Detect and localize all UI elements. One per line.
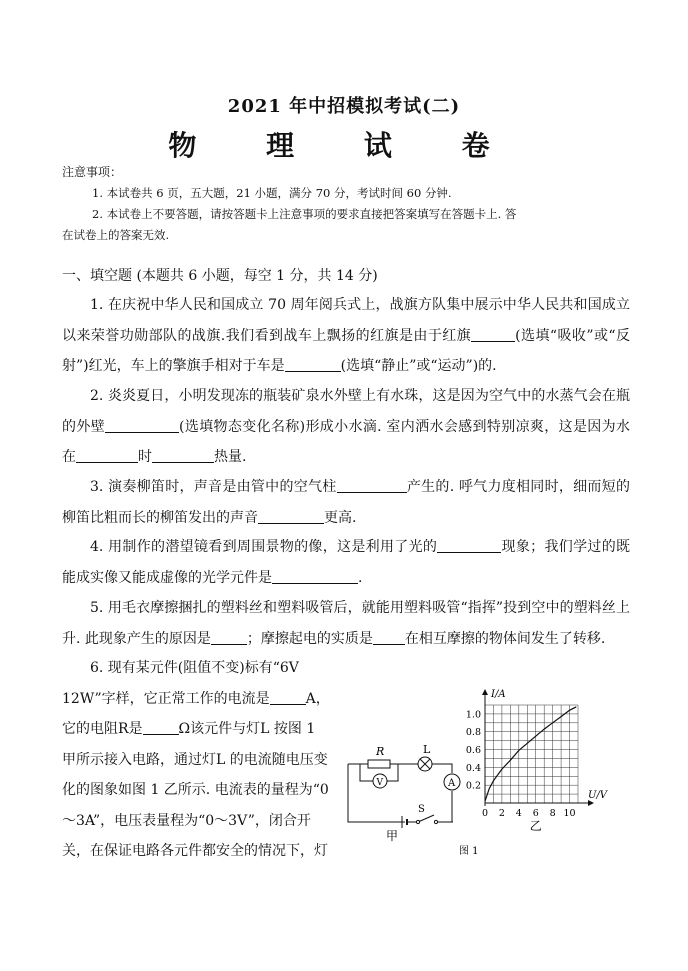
q1-text-c: (选填“静止”或“运动”)的. bbox=[340, 358, 497, 374]
question-5 bbox=[62, 593, 630, 654]
label-jia: 甲 bbox=[386, 829, 399, 843]
switch-contact-left bbox=[416, 820, 419, 823]
x-tick-label: 6 bbox=[532, 808, 539, 819]
q4-text-b: 现象；我们学过的既能成实像又能成虚像的光学元件是 bbox=[62, 539, 630, 586]
iu-curve bbox=[485, 707, 576, 801]
y-axis-arrow bbox=[482, 689, 488, 695]
circuit-wire-left bbox=[348, 764, 405, 822]
q5-text-a: 5. 用毛衣摩擦捆扎的塑料丝和塑料吸管后，就能用塑料吸管“指挥”投到空中的塑料丝上升. 此现象产生的原因是 bbox=[62, 600, 630, 647]
q1-text-b: (选填“吸收”或“反射”)红光，车上的擎旗手相对于车是 bbox=[62, 327, 630, 374]
circuit-diagram bbox=[348, 757, 460, 828]
exam-title: 2021 年中招模拟考试(二) bbox=[227, 96, 461, 117]
label-l: L bbox=[423, 743, 431, 756]
q2-text-a: 2. 炎炎夏日，小明发现冻的瓶装矿泉水外壁上有水珠，这是因为空气中的水蒸气会在瓶的外壁 bbox=[62, 388, 630, 435]
q3-text-a: 3. 演奏柳笛时，声音是由管中的空气柱 bbox=[90, 479, 337, 495]
x-axis-label: U/V bbox=[588, 790, 608, 801]
q1-text-a: 1. 在庆祝中华人民和国成立 70 周年阅兵式上，战旗方队集中展示中华人民共和国成立以来荣誉功勋部队的战旗.我们看到战车上飘扬的红旗是由于红旗 bbox=[62, 297, 630, 344]
section-fill-blank-title: 一、填空题 (本题共 6 小题，每空 1 分，共 14 分) bbox=[62, 268, 378, 284]
label-s: S bbox=[418, 804, 425, 815]
x-tick-label: 8 bbox=[549, 808, 556, 819]
notice-item-2-line1: 2. 本试卷上不要答题，请按答题卡上注意事项的要求直接把答案填写在答题卡上. 答 bbox=[92, 207, 517, 221]
question-3 bbox=[62, 472, 630, 533]
question-4 bbox=[62, 532, 630, 593]
question-2 bbox=[62, 381, 630, 473]
notice-label: 注意事项： bbox=[62, 165, 123, 179]
figure-1 bbox=[340, 682, 630, 862]
q3-blank-2 bbox=[258, 509, 324, 524]
exam-subtitle: 物 理 试 卷 bbox=[168, 129, 520, 162]
q2-text-c: 时 bbox=[138, 449, 152, 465]
q4-text-a: 4. 用制作的潜望镜看到周围景物的像，这是利用了光的 bbox=[90, 539, 438, 555]
q6-text-b: A，它的电阻R是 bbox=[62, 690, 330, 737]
question-1 bbox=[62, 290, 630, 382]
q6-blank-1 bbox=[270, 690, 306, 705]
q6-text-a: 6. 现有某元件(阻值不变)标有“6V 12W”字样，它正常工作的电流是 bbox=[62, 660, 299, 707]
y-tick-label: 0.2 bbox=[465, 780, 481, 792]
q4-blank-1 bbox=[437, 538, 501, 553]
label-v: V bbox=[376, 778, 383, 788]
q4-blank-2 bbox=[272, 569, 358, 584]
label-a: A bbox=[448, 778, 456, 789]
switch-blade bbox=[418, 815, 434, 822]
y-axis-label: I/A bbox=[491, 689, 506, 700]
q3-blank-1 bbox=[337, 478, 407, 493]
q3-text-c: 更高. bbox=[324, 509, 357, 526]
q2-blank-3 bbox=[152, 448, 214, 463]
q2-text-d: 热量. bbox=[214, 449, 247, 465]
notice-item-2-line2: 在试卷上的答案无效. bbox=[62, 228, 170, 242]
x-tick-label: 10 bbox=[563, 808, 576, 819]
q6-text-c: Ω该元件与灯L 按图 1 甲所示接入电路，通过灯L 的电流随电压变化的图象如图 1 乙所示. 电流表的量程为“0～3A”，电压表量程为“0～3V”，闭合开关，在保证电路各元件都安全的情况下，灯 bbox=[62, 721, 329, 859]
q6-blank-2 bbox=[143, 720, 179, 735]
q1-blank-2 bbox=[285, 357, 341, 372]
q5-text-c: 在相互摩擦的物体间发生了转移. bbox=[404, 630, 606, 647]
notice-item-2 bbox=[62, 204, 634, 246]
q5-text-b: ；摩擦起电的实质是 bbox=[246, 630, 373, 647]
x-tick-label: 0 bbox=[481, 808, 489, 819]
circuit-wire-top bbox=[348, 764, 452, 773]
resistor-r bbox=[368, 760, 390, 768]
iu-graph bbox=[466, 689, 609, 833]
q4-text-c: . bbox=[358, 569, 363, 586]
question-6 bbox=[62, 653, 330, 867]
q2-blank-1 bbox=[105, 418, 179, 433]
circuit-wire-right-bottom bbox=[452, 791, 453, 822]
x-tick-label: 4 bbox=[515, 808, 522, 819]
q5-blank-2 bbox=[373, 630, 405, 645]
label-yi: 乙 bbox=[529, 819, 542, 833]
y-tick-label: 1.0 bbox=[465, 709, 481, 721]
q1-blank-1 bbox=[471, 327, 515, 342]
y-tick-label: 0.6 bbox=[465, 745, 481, 757]
q2-text-b: (选填物态变化名称)形成小水滴. 室内洒水会感到特别凉爽，这是因为水在 bbox=[62, 418, 630, 465]
q2-blank-2 bbox=[76, 448, 138, 463]
x-tick-label: 2 bbox=[498, 808, 505, 819]
figure-caption: 图 1 bbox=[459, 846, 479, 857]
notice-item-1: 1. 本试卷共 6 页，五大题，21 小题，满分 70 分，考试时间 60 分钟. bbox=[92, 186, 452, 200]
label-r: R bbox=[376, 745, 385, 758]
y-tick-label: 0.4 bbox=[465, 762, 481, 774]
q5-blank-1 bbox=[211, 630, 247, 645]
q3-text-b: 产生的. 呼气力度相同时，细而短的柳笛比粗而长的柳笛发出的声音 bbox=[62, 479, 630, 526]
y-tick-label: 0.8 bbox=[465, 727, 481, 739]
